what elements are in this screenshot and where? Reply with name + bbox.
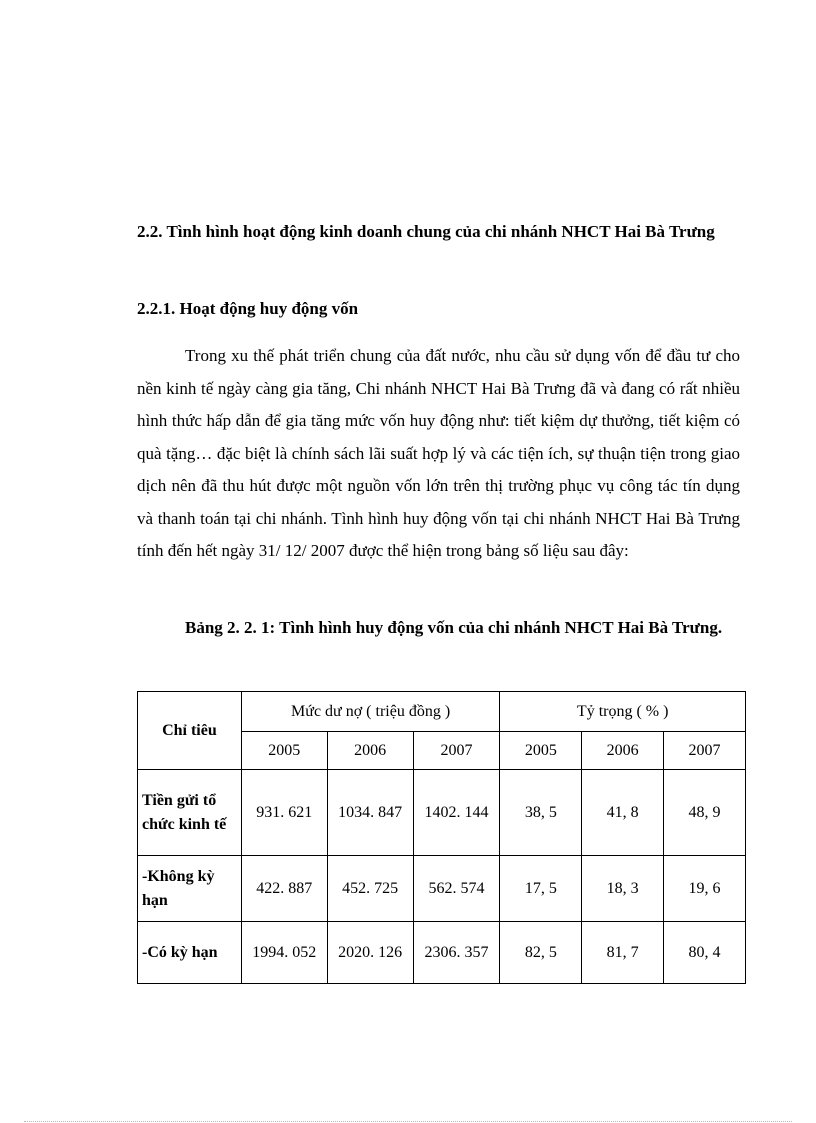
header-share-group: Tỷ trọng ( % ) xyxy=(500,692,746,732)
row-label: -Có kỳ hạn xyxy=(138,922,242,984)
header-year: 2006 xyxy=(327,732,413,770)
table-cell: 2020. 126 xyxy=(327,922,413,984)
row-label: Tiền gửi tổ chức kinh tế xyxy=(138,770,242,856)
table-cell: 38, 5 xyxy=(500,770,582,856)
table-cell: 452. 725 xyxy=(327,856,413,922)
header-year: 2005 xyxy=(241,732,327,770)
table-cell: 81, 7 xyxy=(582,922,664,984)
table-cell: 82, 5 xyxy=(500,922,582,984)
header-year: 2006 xyxy=(582,732,664,770)
table-cell: 80, 4 xyxy=(664,922,746,984)
row-label: -Không kỳ hạn xyxy=(138,856,242,922)
table-cell: 48, 9 xyxy=(664,770,746,856)
table-row xyxy=(138,770,746,856)
capital-mobilization-table xyxy=(137,691,746,984)
table-cell: 562. 574 xyxy=(413,856,500,922)
table-cell: 2306. 357 xyxy=(413,922,500,984)
table-row xyxy=(138,922,746,984)
table-cell: 1994. 052 xyxy=(241,922,327,984)
table-cell: 422. 887 xyxy=(241,856,327,922)
table-cell: 41, 8 xyxy=(582,770,664,856)
header-indicator: Chỉ tiêu xyxy=(138,692,242,770)
header-balance-group: Mức dư nợ ( triệu đồng ) xyxy=(241,692,500,732)
body-paragraph: Trong xu thế phát triển chung của đất nước, nhu cầu sử dụng vốn để đầu tư cho nền kinh tế ngày càng gia tăng, Chi nhánh NHCT Hai Bà Trưng đã và đang có rất nhiều hình thức hấp dẫn để gia tăng mức vốn huy động như: tiết kiệm dự thưởng, tiết kiệm có quà tặng… đặc biệt là chính sách lãi suất hợp lý và các tiện ích, sự thuận tiện trong giao dịch nên đã thu hút được một nguồn vốn lớn trên thị trường phục vụ công tác tín dụng và thanh toán tại chi nhánh. Tình hình huy động vốn tại chi nhánh NHCT Hai Bà Trưng tính đến hết ngày 31/ 12/ 2007 được thể hiện trong bảng số liệu sau đây: xyxy=(137,346,740,560)
header-year: 2007 xyxy=(664,732,746,770)
section-heading: 2.2. Tình hình hoạt động kinh doanh chung của chi nhánh NHCT Hai Bà Trưng xyxy=(137,222,715,241)
subsection-heading: 2.2.1. Hoạt động huy động vốn xyxy=(137,299,359,318)
header-year: 2007 xyxy=(413,732,500,770)
table-cell: 18, 3 xyxy=(582,856,664,922)
table-row xyxy=(138,856,746,922)
table-cell: 931. 621 xyxy=(241,770,327,856)
page-bottom-rule xyxy=(24,1121,792,1122)
table-cell: 17, 5 xyxy=(500,856,582,922)
header-year: 2005 xyxy=(500,732,582,770)
table-cell: 1034. 847 xyxy=(327,770,413,856)
table-caption: Bảng 2. 2. 1: Tình hình huy động vốn của chi nhánh NHCT Hai Bà Trưng. xyxy=(185,618,723,637)
table-cell: 1402. 144 xyxy=(413,770,500,856)
table-cell: 19, 6 xyxy=(664,856,746,922)
